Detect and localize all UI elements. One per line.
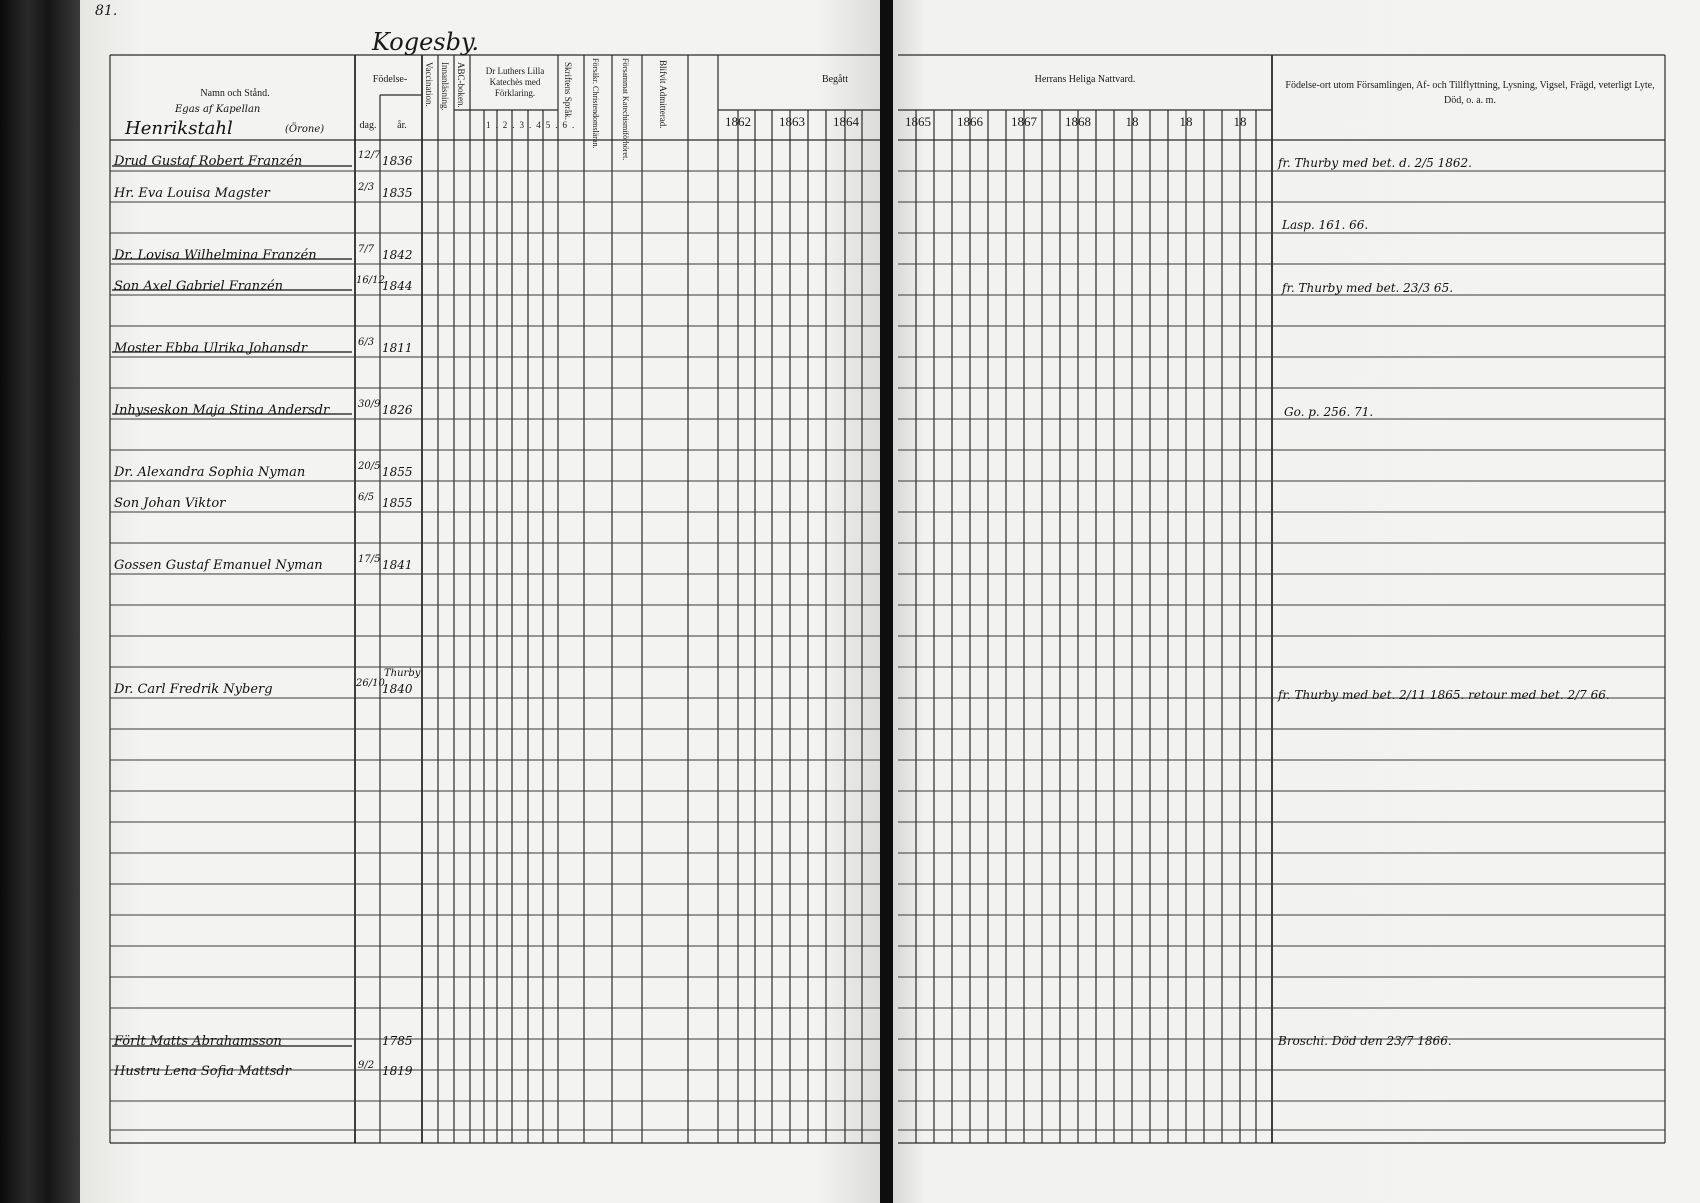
entry-day: 9/2: [358, 1060, 375, 1071]
entry-year: 1855: [382, 496, 413, 510]
cat-col-2: 2.: [502, 120, 520, 130]
entry-year: 1819: [382, 1064, 413, 1078]
header-catechism-cols: [486, 120, 580, 131]
header-year: år.: [397, 120, 407, 131]
header-attended: Begått: [821, 74, 849, 85]
entry-day: 2/3: [358, 182, 375, 193]
cat-col-5: 5.: [545, 120, 563, 130]
entry-day: 30/9: [358, 399, 381, 410]
header-inner-reading: Innanläsning.: [440, 62, 450, 111]
header-vaccination: Vaccination.: [424, 62, 434, 107]
entry-year: 1841: [382, 558, 413, 572]
header-notes: Födelse-ort utom Församlingen, Af- och Tillflyttning, Lysning, Vigsel, Frägd, veterligt Lyte, Död, o. a. m.: [1285, 80, 1655, 106]
farm-note: (Örone): [285, 124, 325, 135]
entry-name: Inhyseskon Maja Stina Andersdr: [114, 403, 330, 418]
entry-year: 1844: [382, 279, 413, 293]
entry-name: Dr. Lovisa Wilhelmina Franzén: [114, 248, 317, 263]
page-number: 81.: [95, 3, 118, 19]
entry-day: 6/3: [358, 337, 375, 348]
right-year-3: 1867: [1011, 114, 1037, 129]
header-catechism: Dr Luthers Lilla Katechès med Förklaring.: [485, 66, 545, 98]
entry-day: 17/5: [358, 554, 381, 565]
village-title: Kogesby.: [372, 28, 479, 56]
header-birth: Födelse-: [372, 74, 408, 85]
entry-note: fr. Thurby med bet. 2/11 1865. retour med bet. 2/7 66.: [1278, 688, 1610, 702]
entry-year: 1842: [382, 248, 413, 262]
entry-name: Dr. Alexandra Sophia Nyman: [114, 465, 306, 480]
entry-name: Drud Gustaf Robert Franzén: [114, 154, 303, 169]
header-admitted: Blifvit Admitterad.: [658, 60, 668, 129]
header-abc: ABC-boken.: [456, 62, 466, 108]
header-christian: Försäkr. Christendomsläran.: [591, 58, 600, 149]
entry-birthplace: Thurby: [384, 668, 421, 679]
farm-name: Henrikstahl: [125, 118, 233, 139]
entry-name: Dr. Carl Fredrik Nyberg: [114, 682, 273, 697]
right-year-4: 1868: [1065, 114, 1091, 129]
left-year-3: 1864: [833, 114, 859, 129]
entry-name: Moster Ebba Ulrika Johansdr: [114, 341, 308, 356]
left-year-2: 1863: [779, 114, 805, 129]
entry-year: 1811: [382, 341, 413, 355]
entry-name: Son Johan Viktor: [114, 496, 226, 511]
header-confirmation: Försammat Katechismiförhöret.: [621, 58, 630, 161]
entry-day: 6/5: [358, 492, 375, 503]
header-day: dag.: [359, 120, 377, 131]
header-communion: Herrans Heliga Nattvard.: [1034, 74, 1136, 85]
cat-col-4: 4: [536, 120, 546, 130]
header-holy-language: Skriftens Språk.: [563, 62, 573, 120]
right-year-1: 1865: [905, 114, 931, 129]
entry-name: Hr. Eva Louisa Magster: [114, 186, 270, 201]
header-name: Namn och Stånd.: [200, 88, 270, 99]
right-year-2: 1866: [957, 114, 983, 129]
entry-year: 1835: [382, 186, 413, 200]
left-year-1: 1862: [725, 114, 751, 129]
entry-note: Go. p. 256. 71.: [1284, 405, 1374, 419]
entry-year: 1840: [382, 682, 413, 696]
entry-name: Son Axel Gabriel Franzén: [114, 279, 284, 294]
entry-note: fr. Thurby med bet. 23/3 65.: [1282, 281, 1454, 295]
right-year-6: 18: [1179, 114, 1193, 129]
entry-year: 1855: [382, 465, 413, 479]
entry-day: 16/12: [356, 275, 385, 286]
entry-name: Gossen Gustaf Emanuel Nyman: [114, 558, 323, 573]
entry-year: 1826: [382, 403, 413, 417]
right-year-7: 18: [1233, 114, 1247, 129]
entry-name: Hustru Lena Sofia Mattsdr: [114, 1064, 291, 1079]
entry-year: 1785: [382, 1034, 413, 1048]
entry-year: 1836: [382, 154, 413, 168]
entry-day: 7/7: [358, 244, 375, 255]
entry-day: 12/7: [358, 150, 381, 161]
entry-day: 26/10: [356, 678, 385, 689]
right-year-5: 18: [1125, 114, 1139, 129]
cat-col-1: 1.: [486, 120, 503, 130]
farm-owner-note: Egas af Kapellan: [175, 104, 261, 115]
cat-col-6: 6.: [562, 120, 580, 130]
entry-note: fr. Thurby med bet. d. 2/5 1862.: [1278, 156, 1472, 170]
entry-note: Broschi. Död den 23/7 1866.: [1278, 1034, 1452, 1048]
cat-col-3: 3.: [519, 120, 537, 130]
entry-note: Lasp. 161. 66.: [1282, 218, 1369, 232]
entry-day: 20/5: [358, 461, 381, 472]
entry-name: Förlt Matts Abrahamsson: [114, 1034, 282, 1049]
